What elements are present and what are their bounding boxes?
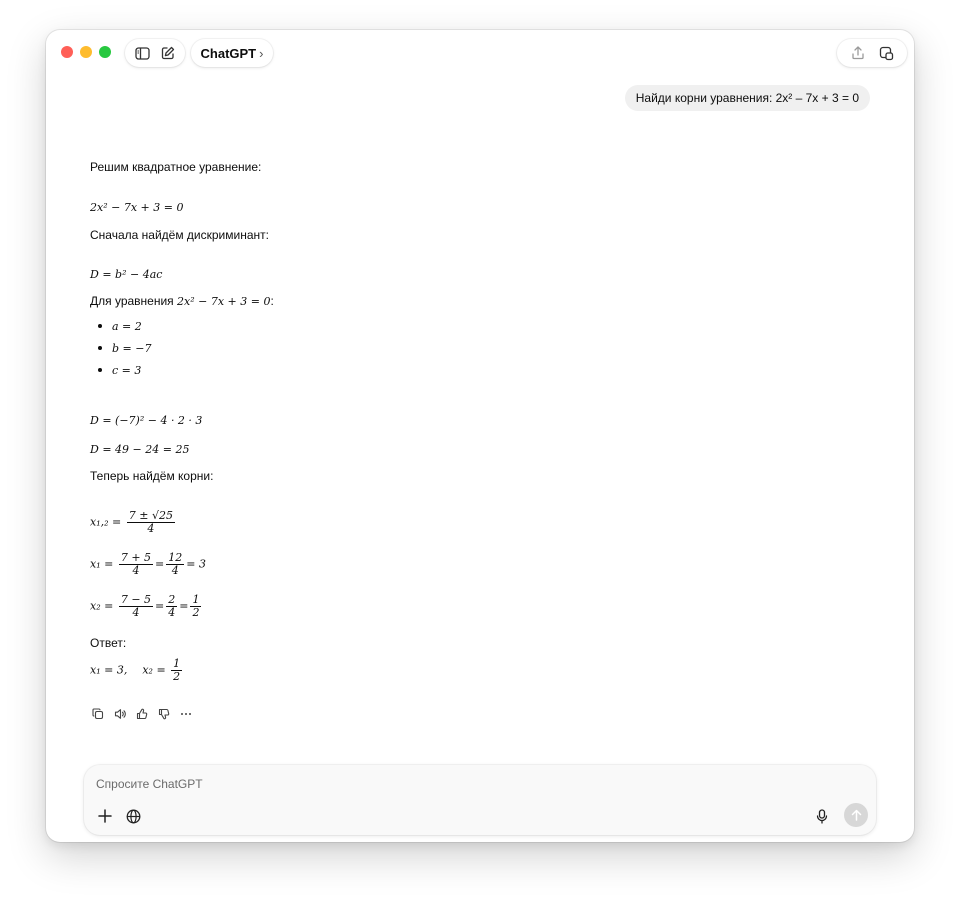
final-x1: x₁ = 3, bbox=[90, 663, 128, 677]
discriminant-calc-2: D = 49 − 24 = 25 bbox=[90, 443, 190, 456]
for-equation-line bbox=[90, 294, 274, 308]
roots-formula bbox=[90, 510, 177, 535]
fraction-numerator: 7 − 5 bbox=[120, 593, 152, 606]
message-actions bbox=[90, 706, 194, 722]
for-equation-math: 2x² − 7x + 3 = 0 bbox=[177, 295, 271, 308]
fraction-numerator: 1 bbox=[192, 593, 200, 606]
fraction bbox=[119, 594, 153, 619]
thumbs-up-icon[interactable] bbox=[134, 706, 150, 722]
plus-icon[interactable] bbox=[94, 805, 116, 827]
answer-label: Ответ: bbox=[90, 636, 127, 650]
fraction-denominator: 2 bbox=[192, 606, 200, 619]
roots-formula-lhs: x₁,₂ = bbox=[90, 515, 122, 529]
sidebar-toggle-icon[interactable] bbox=[131, 42, 153, 64]
user-message-bubble: Найди корни уравнения: 2x² – 7x + 3 = 0 bbox=[625, 85, 870, 111]
fraction-denominator: 4 bbox=[168, 606, 176, 619]
model-label: ChatGPT bbox=[200, 45, 257, 61]
app-window bbox=[46, 30, 914, 842]
fraction bbox=[119, 552, 153, 577]
sidebar-controls bbox=[125, 39, 185, 67]
x1-result: = 3 bbox=[186, 557, 206, 571]
fraction bbox=[190, 594, 201, 619]
titlebar bbox=[46, 30, 914, 76]
fraction bbox=[166, 552, 184, 577]
prompt-input[interactable]: Спросите ChatGPT bbox=[96, 777, 203, 791]
fraction bbox=[171, 658, 182, 683]
discriminant-calc-1: D = (−7)² − 4 · 2 · 3 bbox=[90, 414, 203, 427]
speaker-icon[interactable] bbox=[112, 706, 128, 722]
fraction-denominator: 4 bbox=[132, 606, 140, 619]
thumbs-down-icon[interactable] bbox=[156, 706, 172, 722]
companion-window-icon[interactable] bbox=[876, 42, 898, 64]
fraction bbox=[166, 594, 177, 619]
fraction-denominator: 2 bbox=[173, 670, 181, 683]
equals-sign: = bbox=[179, 599, 189, 613]
for-equation-suffix: : bbox=[270, 294, 274, 308]
close-window-button[interactable] bbox=[61, 46, 73, 58]
fraction bbox=[127, 510, 175, 535]
fraction-numerator: 12 bbox=[168, 551, 183, 564]
minimize-window-button[interactable] bbox=[80, 46, 92, 58]
window-actions bbox=[837, 39, 907, 67]
x2-lhs: x₂ = bbox=[90, 599, 114, 613]
zoom-window-button[interactable] bbox=[99, 46, 111, 58]
x1-lhs: x₁ = bbox=[90, 557, 114, 571]
chevron-right-icon: › bbox=[259, 45, 264, 61]
list-bullet bbox=[98, 368, 102, 372]
list-bullet bbox=[98, 324, 102, 328]
list-bullet bbox=[98, 346, 102, 350]
fraction-denominator: 4 bbox=[132, 564, 140, 577]
equals-sign: = bbox=[155, 599, 165, 613]
send-button[interactable] bbox=[844, 803, 868, 827]
new-chat-icon[interactable] bbox=[157, 42, 179, 64]
more-icon[interactable] bbox=[178, 706, 194, 722]
final-x2-lhs: x₂ = bbox=[142, 663, 166, 677]
equation-block: 2x² − 7x + 3 = 0 bbox=[90, 201, 184, 214]
microphone-icon[interactable] bbox=[811, 805, 833, 827]
coefficient-c: c = 3 bbox=[112, 364, 142, 377]
coefficient-b: b = −7 bbox=[112, 342, 152, 355]
final-answer bbox=[90, 658, 184, 683]
x1-calculation bbox=[90, 552, 206, 577]
globe-icon[interactable] bbox=[122, 805, 144, 827]
fraction-numerator: 7 + 5 bbox=[120, 551, 152, 564]
arrow-up-icon bbox=[851, 809, 862, 821]
coefficient-a: a = 2 bbox=[112, 320, 142, 333]
x2-calculation bbox=[90, 594, 203, 619]
copy-icon[interactable] bbox=[90, 706, 106, 722]
for-equation-prefix: Для уравнения bbox=[90, 294, 174, 308]
fraction-numerator: 2 bbox=[168, 593, 176, 606]
fraction-numerator: 1 bbox=[173, 657, 181, 670]
equals-sign: = bbox=[155, 557, 165, 571]
composer bbox=[84, 765, 876, 835]
discriminant-formula: D = b² − 4ac bbox=[90, 268, 163, 281]
fraction-denominator: 4 bbox=[171, 564, 179, 577]
model-selector[interactable] bbox=[191, 39, 273, 67]
discriminant-intro: Сначала найдём дискриминант: bbox=[90, 228, 269, 242]
fraction-numerator: 7 ± √25 bbox=[128, 509, 173, 522]
answer-intro: Решим квадратное уравнение: bbox=[90, 160, 262, 174]
fraction-denominator: 4 bbox=[147, 522, 155, 535]
roots-intro: Теперь найдём корни: bbox=[90, 469, 214, 483]
share-icon[interactable] bbox=[847, 42, 869, 64]
